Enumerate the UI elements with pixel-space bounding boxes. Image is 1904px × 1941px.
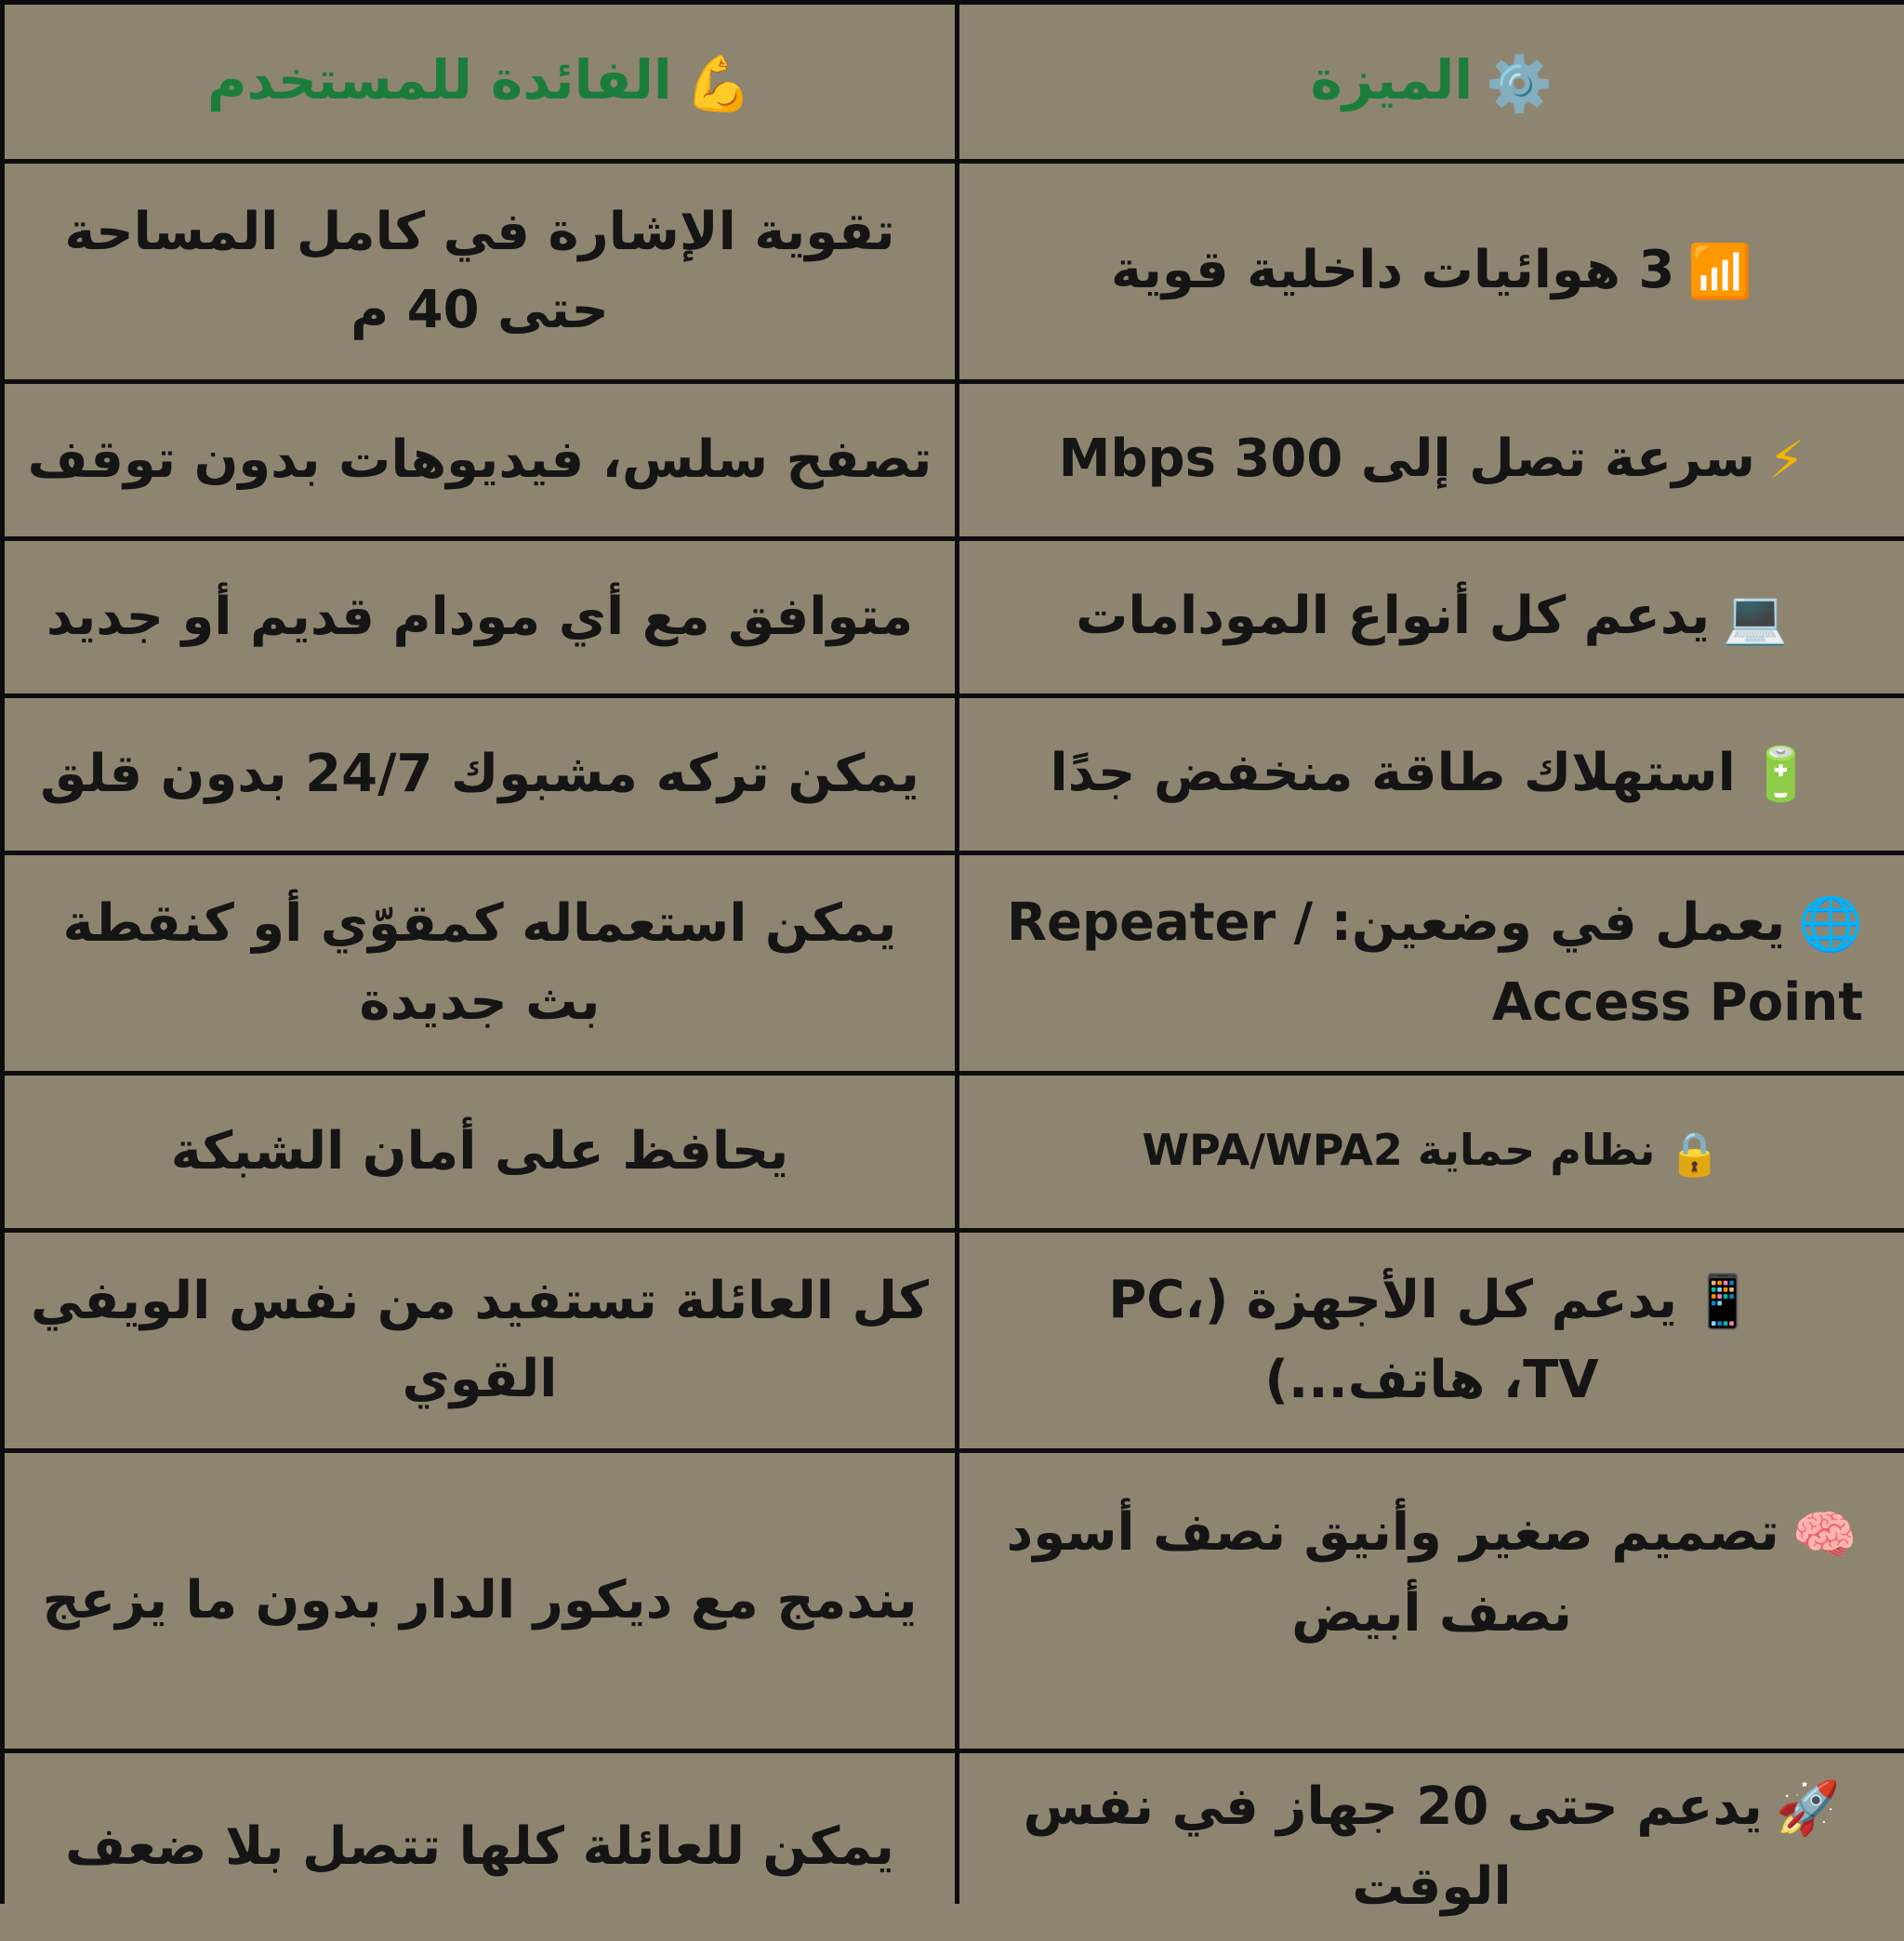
signal-bars-icon: 📶 [1687,242,1753,303]
mobile-phone-icon: 📱 [1689,1272,1755,1333]
feature-text-1: 3 هوائيات داخلية قوية [1110,239,1675,300]
feature-cell-3 [959,541,1904,693]
lock-icon: 🔒 [1668,1128,1722,1179]
header-feature-label: الميزة [1310,48,1474,112]
feature-cell-5 [959,855,1904,1071]
feature-text-7: يدعم كل الأجهزة (PC، TV، هاتف...) [1108,1269,1677,1411]
globe-icon: 🌐 [1798,894,1863,956]
header-benefit-label: الفائدة للمستخدم [207,48,672,112]
feature-cell-2 [959,384,1904,536]
benefit-text-4: يمكن تركه مشبوك 24/7 بدون قلق [40,744,919,804]
feature-cell-4 [959,698,1904,851]
benefit-cell-7 [5,1233,955,1448]
benefit-cell-3 [5,541,955,693]
benefit-text-8: يندمج مع ديكور الدار بدون ما يزعج [42,1570,918,1631]
feature-text-9: يدعم حتى 20 جهاز في نفس الوقت [1023,1776,1763,1918]
feature-cell-1 [959,164,1904,379]
benefit-text-2: تصفح سلس، فيديوهات بدون توقف [27,429,932,490]
brain-icon: 🧠 [1792,1504,1858,1565]
feature-text-3: يدعم كل أنواع المودامات [1076,585,1711,646]
benefit-text-1: تقوية الإشارة في كامل المساحة حتى 40 م [64,202,895,340]
benefit-cell-6 [5,1076,955,1228]
benefit-cell-8 [5,1453,955,1749]
benefit-cell-2 [5,384,955,536]
benefit-text-6: يحافظ على أمان الشبكة [170,1121,789,1182]
benefit-cell-1 [5,164,955,379]
feature-text-6: نظام حماية WPA/WPA2 [1142,1125,1656,1176]
feature-cell-6 [959,1076,1904,1228]
battery-icon: 🔋 [1748,745,1814,806]
benefit-text-7: كل العائلة تستفيد من نفس الويفي القوي [31,1271,929,1409]
benefit-text-9: يمكن للعائلة كلها تتصل بلا ضعف [65,1816,894,1877]
header-benefit-cell [5,5,955,159]
feature-text-4: استهلاك طاقة منخفض جدًا [1050,742,1736,803]
benefit-cell-9 [5,1753,955,1941]
feature-cell-9 [959,1753,1904,1941]
rocket-icon: 🚀 [1775,1778,1841,1840]
feature-text-5: يعمل في وضعين: Repeater / Access Point [1006,891,1863,1034]
benefit-text-3: متوافق مع أي مودام قديم أو جديد [46,587,914,647]
benefit-cell-5 [5,855,955,1071]
benefit-cell-4 [5,698,955,851]
lightning-icon: ⚡ [1768,430,1805,492]
feature-cell-7 [959,1233,1904,1448]
benefit-text-5: يمكن استعماله كمقوّي أو كنقطة بث جديدة [62,893,897,1032]
gear-icon: ⚙️ [1486,51,1554,115]
header-feature-cell [959,5,1904,159]
feature-text-8: تصميم صغير وأنيق نصف أسود نصف أبيض [1006,1502,1779,1644]
flexed-biceps-icon: 💪 [684,51,752,115]
laptop-icon: 💻 [1723,588,1788,649]
feature-cell-8 [959,1453,1904,1749]
feature-text-2: سرعة تصل إلى 300 Mbps [1058,428,1755,489]
